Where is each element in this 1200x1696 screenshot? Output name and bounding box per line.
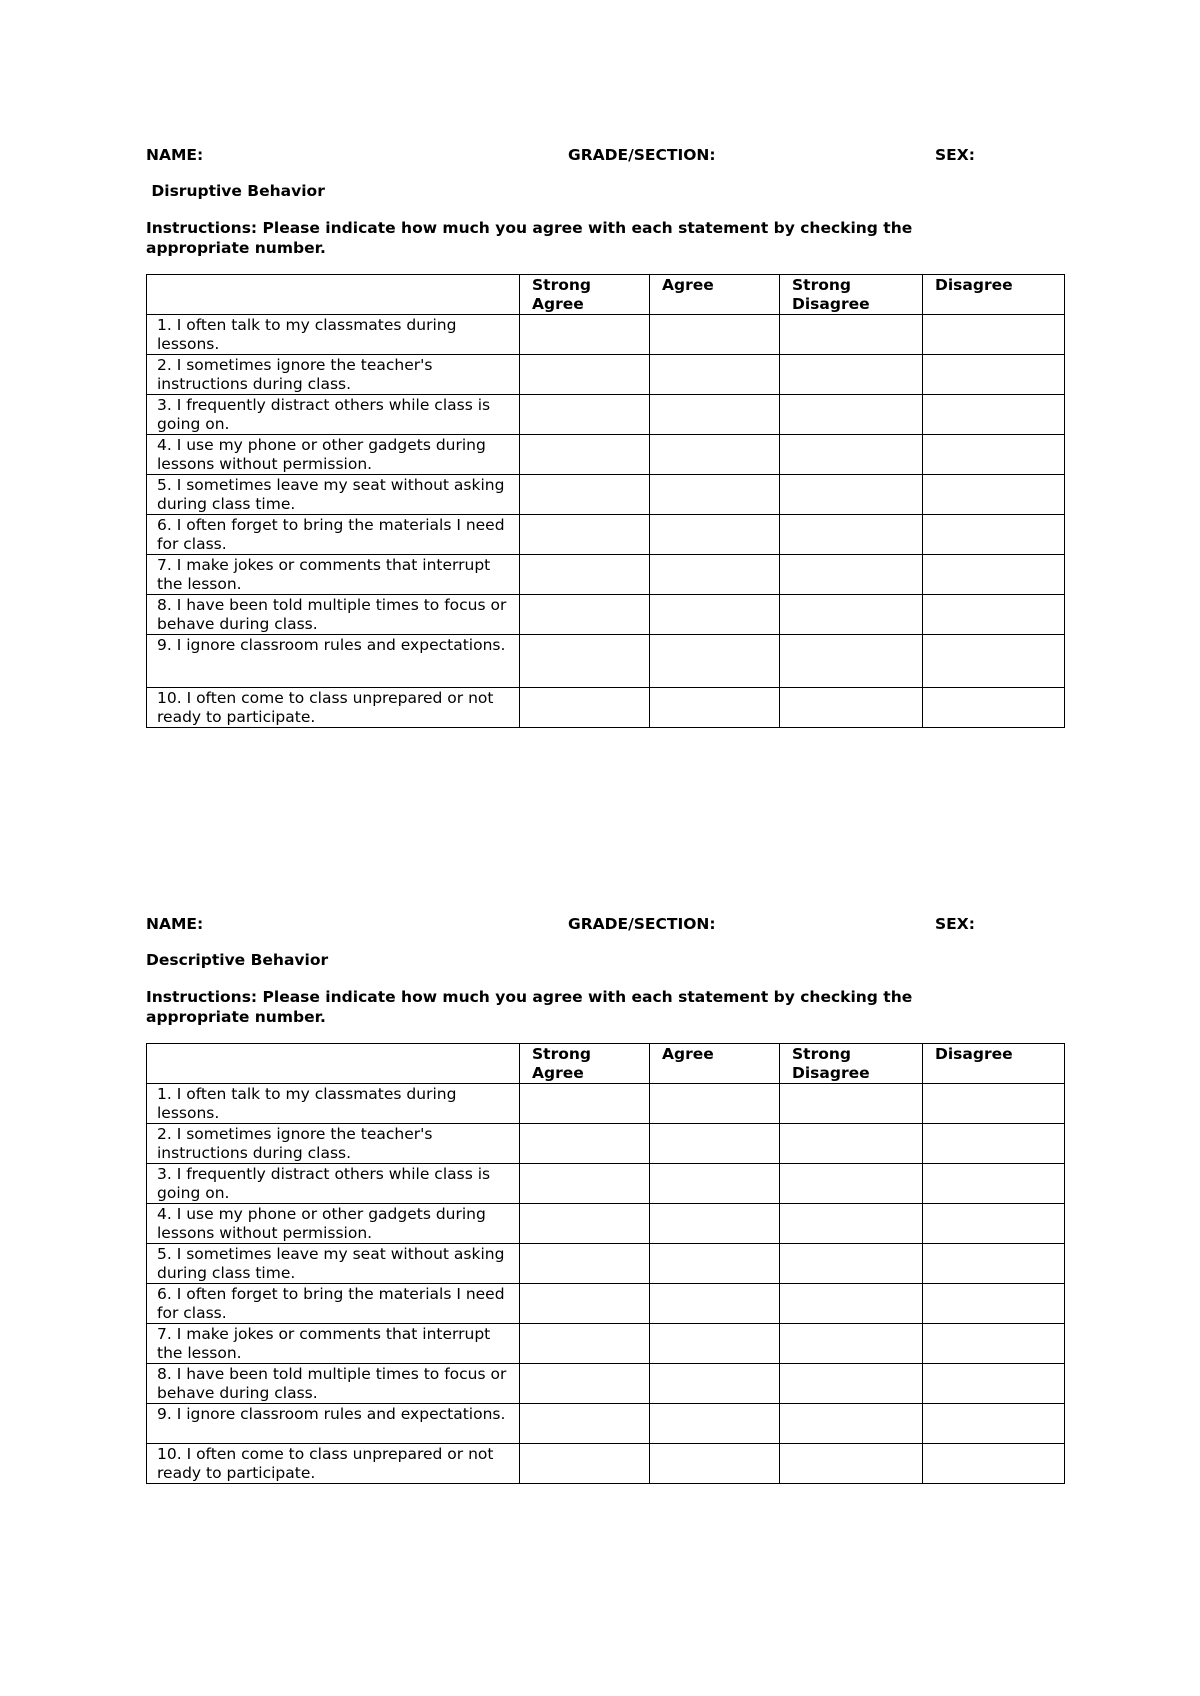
strong-agree-checkbox-cell[interactable] (520, 635, 650, 688)
strong-disagree-checkbox-cell[interactable] (780, 1284, 923, 1324)
likert-table (146, 274, 1065, 728)
table-row (147, 515, 1065, 555)
table-row (147, 395, 1065, 435)
form-title: Disruptive Behavior (146, 182, 325, 200)
disagree-checkbox-cell[interactable] (923, 1324, 1065, 1364)
agree-checkbox-cell[interactable] (650, 1404, 780, 1444)
table-row (147, 555, 1065, 595)
table-row (147, 1284, 1065, 1324)
table-row (147, 1444, 1065, 1484)
agree-checkbox-cell[interactable] (650, 1244, 780, 1284)
strong-disagree-checkbox-cell[interactable] (780, 355, 923, 395)
table-row (147, 688, 1065, 728)
table-row (147, 435, 1065, 475)
strong-disagree-checkbox-cell[interactable] (780, 1364, 923, 1404)
strong-agree-checkbox-cell[interactable] (520, 315, 650, 355)
strong-disagree-checkbox-cell[interactable] (780, 688, 923, 728)
table-row (147, 635, 1065, 688)
table-row (147, 475, 1065, 515)
table-row (147, 1404, 1065, 1444)
statement-cell: 9. I ignore classroom rules and expectations. (147, 1404, 520, 1444)
strong-disagree-checkbox-cell[interactable] (780, 1164, 923, 1204)
strong-disagree-checkbox-cell[interactable] (780, 1204, 923, 1244)
table-row (147, 1204, 1065, 1244)
header-strong-disagree: Strong Disagree (780, 275, 923, 315)
strong-agree-checkbox-cell[interactable] (520, 435, 650, 475)
strong-disagree-checkbox-cell[interactable] (780, 595, 923, 635)
agree-checkbox-cell[interactable] (650, 355, 780, 395)
strong-agree-checkbox-cell[interactable] (520, 1204, 650, 1244)
agree-checkbox-cell[interactable] (650, 1444, 780, 1484)
statement-cell: 8. I have been told multiple times to focus or behave during class. (147, 1364, 520, 1404)
strong-disagree-checkbox-cell[interactable] (780, 315, 923, 355)
strong-agree-checkbox-cell[interactable] (520, 1164, 650, 1204)
disagree-checkbox-cell[interactable] (923, 315, 1065, 355)
agree-checkbox-cell[interactable] (650, 1124, 780, 1164)
strong-disagree-checkbox-cell[interactable] (780, 435, 923, 475)
statement-cell: 2. I sometimes ignore the teacher's instructions during class. (147, 1124, 520, 1164)
statement-cell: 3. I frequently distract others while class is going on. (147, 1164, 520, 1204)
strong-disagree-checkbox-cell[interactable] (780, 515, 923, 555)
disagree-checkbox-cell[interactable] (923, 435, 1065, 475)
header-disagree: Disagree (923, 275, 1065, 315)
strong-disagree-checkbox-cell[interactable] (780, 395, 923, 435)
survey-form-descriptive (146, 915, 1064, 1484)
grade-section-field-label: GRADE/SECTION: (568, 146, 716, 164)
sex-field-label: SEX: (935, 915, 975, 933)
strong-agree-checkbox-cell[interactable] (520, 355, 650, 395)
statement-cell: 2. I sometimes ignore the teacher's instructions during class. (147, 355, 520, 395)
disagree-checkbox-cell[interactable] (923, 515, 1065, 555)
instructions-text: Instructions: Please indicate how much you agree with each statement by checking the appropriate number. (146, 219, 913, 257)
table-header-row (147, 1044, 1065, 1084)
table-row (147, 1244, 1065, 1284)
strong-agree-checkbox-cell[interactable] (520, 1284, 650, 1324)
disagree-checkbox-cell[interactable] (923, 1244, 1065, 1284)
strong-disagree-checkbox-cell[interactable] (780, 1244, 923, 1284)
disagree-checkbox-cell[interactable] (923, 355, 1065, 395)
statement-cell: 10. I often come to class unprepared or not ready to participate. (147, 1444, 520, 1484)
agree-checkbox-cell[interactable] (650, 315, 780, 355)
statement-cell: 9. I ignore classroom rules and expectations. (147, 635, 520, 688)
strong-agree-checkbox-cell[interactable] (520, 1324, 650, 1364)
grade-section-field-label: GRADE/SECTION: (568, 915, 716, 933)
header-strong-agree: Strong Agree (520, 1044, 650, 1084)
strong-agree-checkbox-cell[interactable] (520, 1364, 650, 1404)
disagree-checkbox-cell[interactable] (923, 555, 1065, 595)
agree-checkbox-cell[interactable] (650, 515, 780, 555)
agree-checkbox-cell[interactable] (650, 435, 780, 475)
agree-checkbox-cell[interactable] (650, 1084, 780, 1124)
statement-cell: 6. I often forget to bring the materials I need for class. (147, 515, 520, 555)
strong-agree-checkbox-cell[interactable] (520, 515, 650, 555)
table-row (147, 595, 1065, 635)
likert-table (146, 1043, 1065, 1484)
statement-cell: 3. I frequently distract others while class is going on. (147, 395, 520, 435)
table-row (147, 1324, 1065, 1364)
survey-form-disruptive (146, 146, 1064, 728)
statement-cell: 1. I often talk to my classmates during lessons. (147, 1084, 520, 1124)
strong-agree-checkbox-cell[interactable] (520, 395, 650, 435)
statement-cell: 4. I use my phone or other gadgets during lessons without permission. (147, 1204, 520, 1244)
header-statement (147, 275, 520, 315)
strong-disagree-checkbox-cell[interactable] (780, 1124, 923, 1164)
disagree-checkbox-cell[interactable] (923, 595, 1065, 635)
disagree-checkbox-cell[interactable] (923, 395, 1065, 435)
table-row (147, 1164, 1065, 1204)
strong-agree-checkbox-cell[interactable] (520, 1244, 650, 1284)
disagree-checkbox-cell[interactable] (923, 1204, 1065, 1244)
disagree-checkbox-cell[interactable] (923, 635, 1065, 688)
disagree-checkbox-cell[interactable] (923, 688, 1065, 728)
header-agree: Agree (650, 275, 780, 315)
name-field-label: NAME: (146, 146, 204, 164)
statement-cell: 6. I often forget to bring the materials I need for class. (147, 1284, 520, 1324)
disagree-checkbox-cell[interactable] (923, 475, 1065, 515)
agree-checkbox-cell[interactable] (650, 555, 780, 595)
strong-agree-checkbox-cell[interactable] (520, 595, 650, 635)
strong-agree-checkbox-cell[interactable] (520, 1444, 650, 1484)
agree-checkbox-cell[interactable] (650, 1324, 780, 1364)
strong-agree-checkbox-cell[interactable] (520, 1124, 650, 1164)
statement-cell: 5. I sometimes leave my seat without asking during class time. (147, 1244, 520, 1284)
disagree-checkbox-cell[interactable] (923, 1124, 1065, 1164)
agree-checkbox-cell[interactable] (650, 635, 780, 688)
table-row (147, 1364, 1065, 1404)
strong-disagree-checkbox-cell[interactable] (780, 635, 923, 688)
statement-cell: 7. I make jokes or comments that interrupt the lesson. (147, 1324, 520, 1364)
name-field-label: NAME: (146, 915, 204, 933)
header-disagree: Disagree (923, 1044, 1065, 1084)
strong-agree-checkbox-cell[interactable] (520, 475, 650, 515)
statement-cell: 4. I use my phone or other gadgets during lessons without permission. (147, 435, 520, 475)
table-row (147, 355, 1065, 395)
strong-disagree-checkbox-cell[interactable] (780, 1324, 923, 1364)
statement-cell: 5. I sometimes leave my seat without asking during class time. (147, 475, 520, 515)
statement-cell: 1. I often talk to my classmates during lessons. (147, 315, 520, 355)
disagree-checkbox-cell[interactable] (923, 1284, 1065, 1324)
strong-agree-checkbox-cell[interactable] (520, 555, 650, 595)
header-strong-agree: Strong Agree (520, 275, 650, 315)
student-info-row (146, 146, 1064, 166)
header-agree: Agree (650, 1044, 780, 1084)
statement-cell: 7. I make jokes or comments that interrupt the lesson. (147, 555, 520, 595)
disagree-checkbox-cell[interactable] (923, 1164, 1065, 1204)
header-strong-disagree: Strong Disagree (780, 1044, 923, 1084)
table-header-row (147, 275, 1065, 315)
sex-field-label: SEX: (935, 146, 975, 164)
disagree-checkbox-cell[interactable] (923, 1444, 1065, 1484)
strong-disagree-checkbox-cell[interactable] (780, 1084, 923, 1124)
agree-checkbox-cell[interactable] (650, 688, 780, 728)
disagree-checkbox-cell[interactable] (923, 1404, 1065, 1444)
table-row (147, 1084, 1065, 1124)
strong-disagree-checkbox-cell[interactable] (780, 555, 923, 595)
disagree-checkbox-cell[interactable] (923, 1084, 1065, 1124)
agree-checkbox-cell[interactable] (650, 1164, 780, 1204)
table-row (147, 1124, 1065, 1164)
agree-checkbox-cell[interactable] (650, 1204, 780, 1244)
statement-cell: 10. I often come to class unprepared or not ready to participate. (147, 688, 520, 728)
strong-agree-checkbox-cell[interactable] (520, 1084, 650, 1124)
student-info-row (146, 915, 1064, 935)
disagree-checkbox-cell[interactable] (923, 1364, 1065, 1404)
agree-checkbox-cell[interactable] (650, 475, 780, 515)
form-title: Descriptive Behavior (146, 951, 329, 969)
agree-checkbox-cell[interactable] (650, 1364, 780, 1404)
statement-cell: 8. I have been told multiple times to focus or behave during class. (147, 595, 520, 635)
strong-disagree-checkbox-cell[interactable] (780, 475, 923, 515)
strong-agree-checkbox-cell[interactable] (520, 688, 650, 728)
strong-agree-checkbox-cell[interactable] (520, 1404, 650, 1444)
header-statement (147, 1044, 520, 1084)
agree-checkbox-cell[interactable] (650, 1284, 780, 1324)
instructions-text: Instructions: Please indicate how much you agree with each statement by checking the appropriate number. (146, 988, 913, 1026)
strong-disagree-checkbox-cell[interactable] (780, 1404, 923, 1444)
agree-checkbox-cell[interactable] (650, 595, 780, 635)
agree-checkbox-cell[interactable] (650, 395, 780, 435)
strong-disagree-checkbox-cell[interactable] (780, 1444, 923, 1484)
table-row (147, 315, 1065, 355)
